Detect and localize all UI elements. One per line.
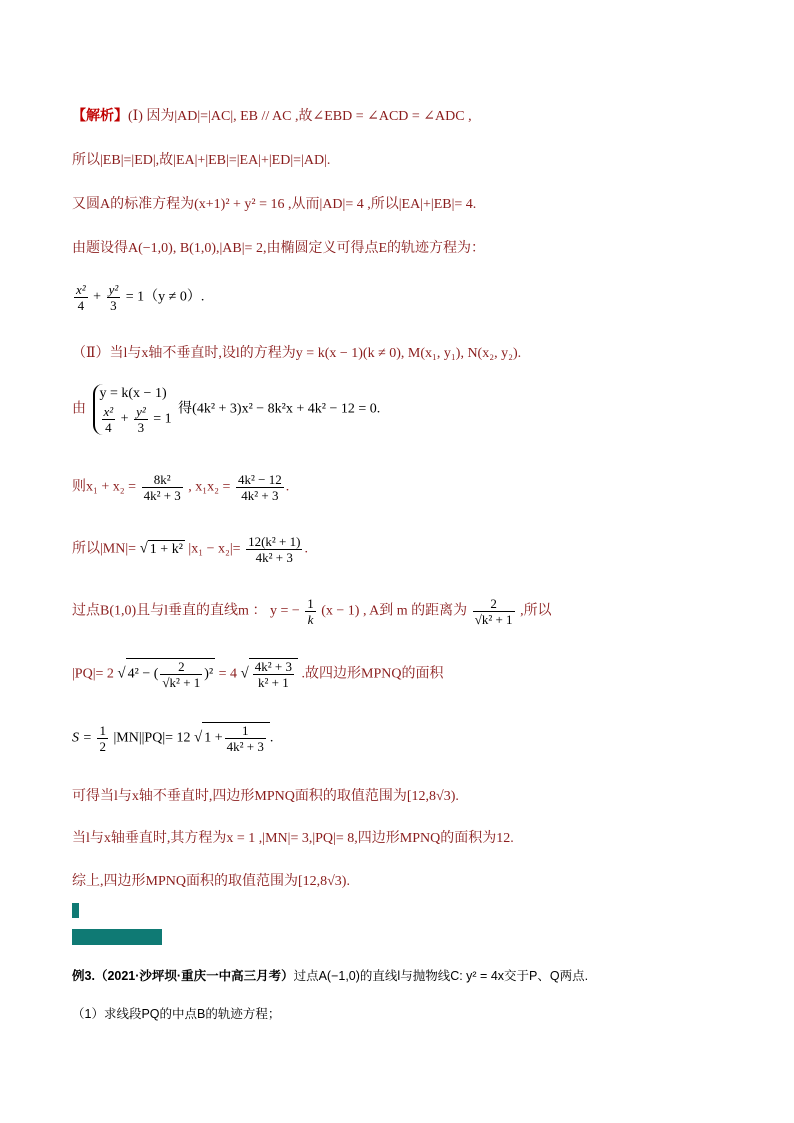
pq-tail: .故四边形MPNQ的面积 [301, 666, 444, 682]
m-line [72, 596, 552, 627]
system-eq-2: $\frac{\text{x²}}{4}$ + $\frac{\text{y²}}{3}$ = 1 [103, 404, 172, 435]
pq-radical: 4² − ( $\frac{2}{\text{√k² + 1}}$ )² [127, 659, 214, 690]
system-eq-1: y = k(x − 1) [99, 386, 167, 401]
example-text: 过点A(−1,0)的直线l与抛物线C: y² = 4x交于P、Q两点. [293, 969, 589, 983]
frac-1-k: $\frac{1}{k}$ [307, 596, 314, 627]
example-source: （2021·沙坪坝·重庆一中高三月考） [94, 969, 294, 983]
section-marker [72, 903, 79, 918]
vieta-mid: , x₁x₂ = [188, 479, 231, 495]
frac-mn: $\frac{\text{12(k² + 1)}}{\text{4k² + 3}}$ [248, 534, 301, 565]
area-prefix: S = [72, 730, 92, 746]
system-line [72, 384, 380, 435]
m-mid: (x − 1) , A到 m 的距离为 [321, 603, 468, 619]
mn-prefix: 所以|MN|= [72, 541, 137, 557]
area-radical: 1 + $\frac{1}{\text{4k² + 3}}$ [202, 722, 270, 754]
system-result: 得(4k² + 3)x² − 8k²x + 4k² − 12 = 0. [178, 401, 381, 417]
frac-distance: $\frac{2}{\text{√k² + 1}}$ [474, 596, 513, 627]
ellipse-equation-tail: = 1（y ≠ 0）. [125, 289, 205, 305]
analysis-line-15: 综上,四边形MPNQ面积的取值范围为[12,8√3). [72, 874, 350, 889]
mn-line: 所以|MN|= √ 1 + k² |x₁ − x₂|= $\frac{\text{12(k² + 1)}}{\text{4k² + 3}}$ . [72, 534, 308, 565]
example-label: 例3. [72, 969, 95, 983]
analysis-tag: 【解析】 [72, 109, 128, 124]
area-line: S = $\frac{1}{2}$ |MN||PQ|= 12 √ 1 + $\frac{1}{\text{4k² + 3}}$ . [72, 723, 274, 754]
pq-mid: = 4 [218, 666, 238, 682]
analysis-line-13: 可得当l与x轴不垂直时,四边形MPNQ面积的取值范围为[12,8√3). [72, 789, 459, 804]
frac-product: $\frac{\text{4k² − 12}}{\text{4k² + 3}}$ [237, 472, 282, 503]
analysis-line-14: 当l与x轴垂直时,其方程为x = 1 ,|MN|= 3,|PQ|= 8,四边形MPNQ的面积为12. [72, 831, 514, 846]
frac-sum: $\frac{\text{8k²}}{\text{4k² + 3}}$ [143, 472, 181, 503]
vieta-line: 则x₁ + x₂ = $\frac{\text{8k²}}{\text{4k² + 3}}$ , x₁x₂ = $\frac{\text{4k² − 12}}{\text{4k² + 3}}$ . [72, 472, 290, 503]
vieta-prefix: 则x₁ + x₂ = [72, 479, 137, 495]
system-prefix: 由 [72, 401, 86, 417]
sqrt-1-k2: 1 + k² [149, 541, 183, 557]
section-banner [72, 929, 162, 945]
question-1: （1）求线段PQ的中点B的轨迹方程； [72, 1007, 281, 1021]
m-prefix: 过点B(1,0)且与l垂直的直线m ： y = − [72, 603, 300, 619]
frac-y2-3: $\frac{\text{y²}}{3}$ [108, 282, 119, 313]
analysis-text-1: (Ⅰ) 因为|AD|=|AC|, EB // AC ,故∠EBD = ∠ACD = ∠ADC , [128, 109, 472, 124]
analysis-line-1 [72, 108, 472, 126]
analysis-line-2: 所以|EB|=|ED|,故|EA|+|EB|=|EA|+|ED|=|AD|. [72, 153, 331, 168]
analysis-line-4: 由题设得A(−1,0), B(1,0),|AB|= 2,由椭圆定义可得点E的轨迹方程为： [72, 241, 485, 256]
pq-line: |PQ|= 2 √ 4² − ( $\frac{2}{\text{√k² + 1}}$ )² = 4 √ $\frac{\text{4k² + 3}}{\text{k² + 1}}$ .故四边形MPNQ的面积 [72, 659, 444, 690]
analysis-line-6: （Ⅱ）当l与x轴不垂直时,设l的方程为y = k(x − 1)(k ≠ 0), M(x₁, y₁), N(x₂, y₂). [72, 346, 522, 361]
ellipse-equation: $\frac{\text{x²}}{4}$ + $\frac{\text{y²}}{3}$ = 1（y ≠ 0）. [76, 282, 205, 313]
m-tail: ,所以 [520, 603, 552, 619]
frac-x2-4: $\frac{\text{x²}}{4}$ [76, 282, 86, 313]
pq-radical-2: $\frac{\text{4k² + 3}}{\text{k² + 1}}$ [249, 658, 298, 690]
mn-mid: |x₁ − x₂|= [188, 541, 241, 557]
pq-prefix: |PQ|= 2 [72, 666, 114, 682]
area-mid: |MN||PQ|= 12 [113, 730, 191, 746]
equation-system [93, 384, 172, 435]
frac-half: $\frac{1}{2}$ [99, 723, 106, 754]
example-line [72, 967, 588, 985]
analysis-line-3: 又圆A的标准方程为(x+1)² + y² = 16 ,从而|AD|= 4 ,所以|EA|+|EB|= 4. [72, 197, 477, 212]
